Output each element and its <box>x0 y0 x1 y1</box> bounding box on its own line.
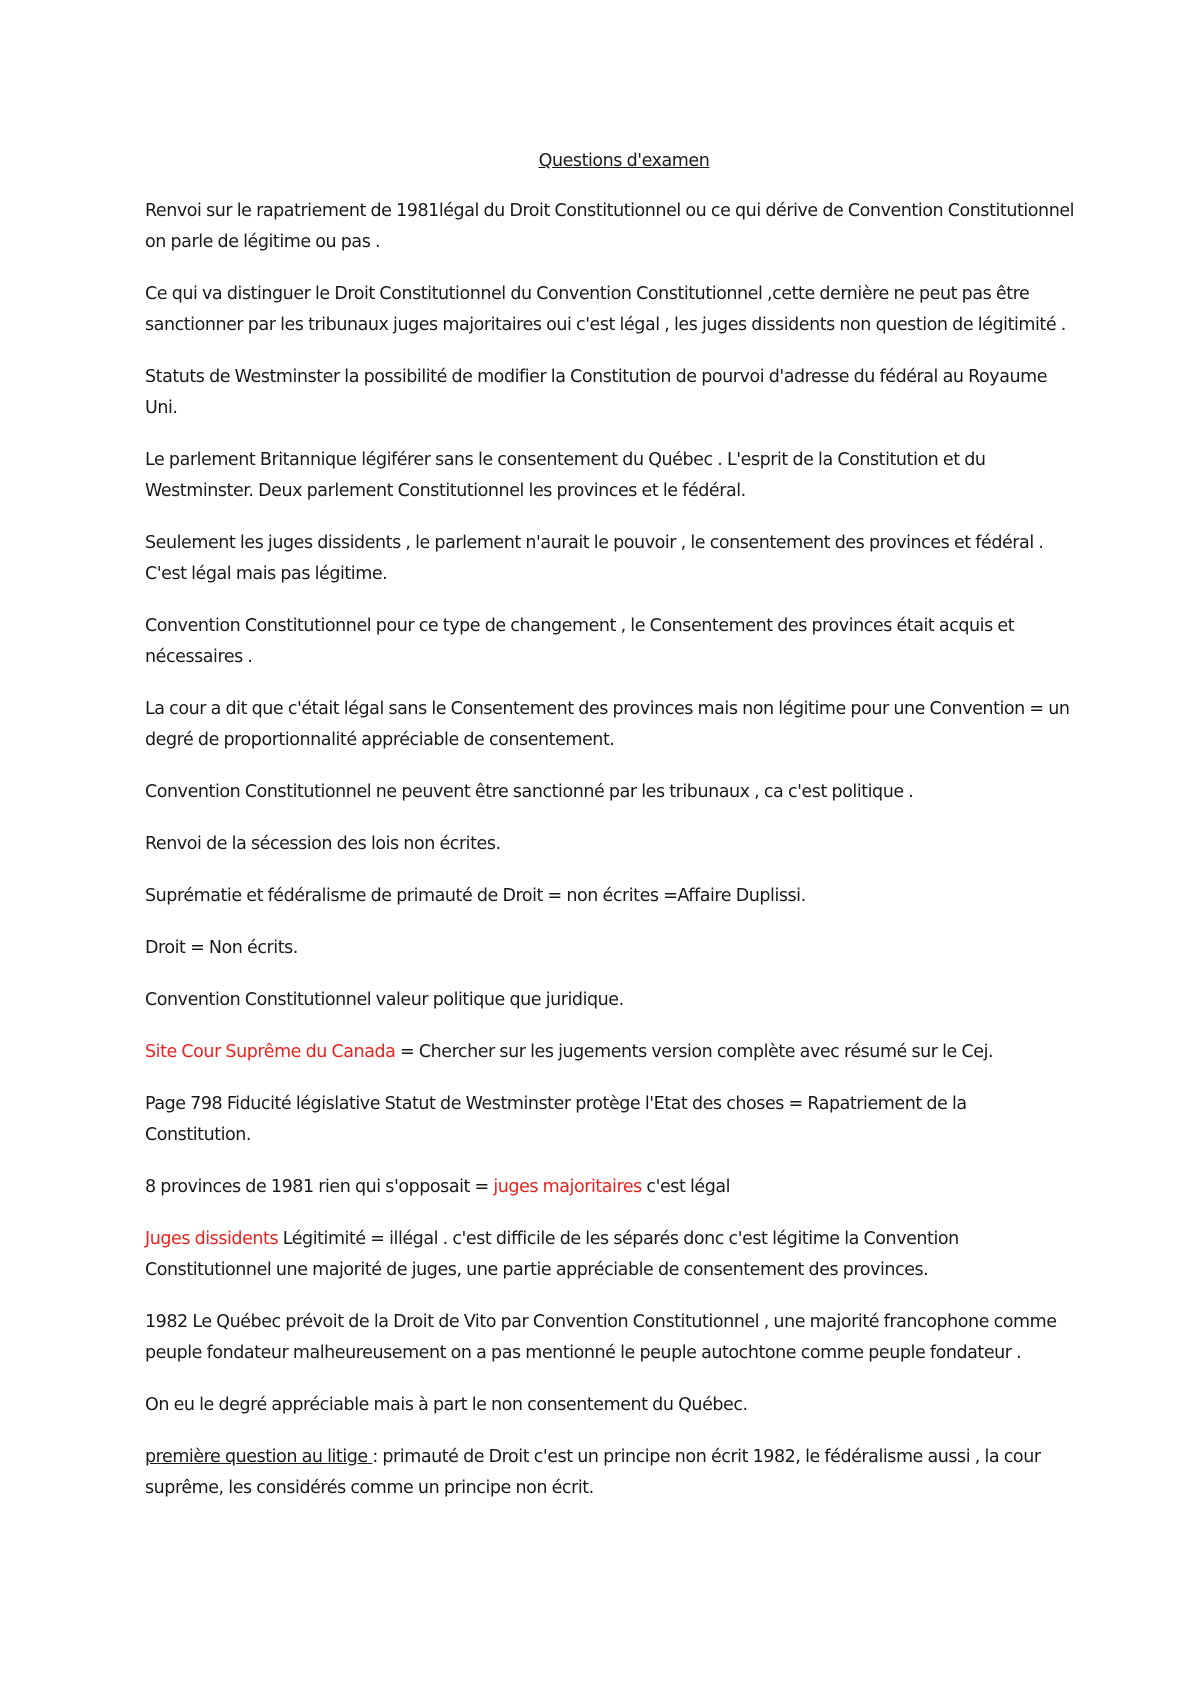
paragraph-text: Convention Constitutionnel valeur politique que juridique. <box>145 990 624 1010</box>
highlighted-text: Juges dissidents <box>145 1229 279 1249</box>
underlined-heading: première question au litige <box>145 1447 373 1467</box>
paragraph <box>145 1172 1075 1203</box>
paragraph <box>145 1307 1075 1369</box>
paragraph <box>145 933 1075 964</box>
highlighted-text: Site Cour Suprême du Canada <box>145 1042 396 1062</box>
paragraph-text: 8 provinces de 1981 rien qui s'opposait = <box>145 1177 494 1197</box>
paragraph <box>145 777 1075 808</box>
paragraph-text: 1982 Le Québec prévoit de la Droit de Vito par Convention Constitutionnel , une majorité francophone comme peuple fondateur malheureusement on a pas mentionné le peuple autochtone comme peuple fondateur . <box>145 1312 1057 1363</box>
paragraph-text: Seulement les juges dissidents , le parlement n'aurait le pouvoir , le consentement des provinces et fédéral . C'est légal mais pas légitime. <box>145 533 1044 584</box>
paragraph-text: Renvoi de la sécession des lois non écrites. <box>145 834 501 854</box>
paragraph <box>145 445 1075 507</box>
paragraph-text: Le parlement Britannique légiférer sans le consentement du Québec . L'esprit de la Constitution et du Westminster. Deux parlement Constitutionnel les provinces et le fédéral. <box>145 450 986 501</box>
paragraph <box>145 1037 1075 1068</box>
document-title: Questions d'examen <box>538 151 710 171</box>
paragraph <box>145 1442 1075 1504</box>
paragraph-text: c'est légal <box>641 1177 731 1197</box>
paragraph <box>145 196 1075 258</box>
paragraph-text: Suprématie et fédéralisme de primauté de Droit = non écrites =Affaire Duplissi. <box>145 886 806 906</box>
paragraph-text: Convention Constitutionnel ne peuvent être sanctionné par les tribunaux , ca c'est politique . <box>145 782 914 802</box>
highlighted-text: juges majoritaires <box>493 1177 642 1197</box>
paragraph <box>145 1224 1075 1286</box>
paragraph <box>145 611 1075 673</box>
paragraph-text: Renvoi sur le rapatriement de 1981légal du Droit Constitutionnel ou ce qui dérive de Convention Constitutionnel on parle de légitime ou pas . <box>145 201 1075 252</box>
paragraph-text: Légitimité = illégal . c'est difficile de les séparés donc c'est légitime la Convention Constitutionnel une majorité de juges, une partie appréciable de consentement des provinces. <box>145 1229 959 1280</box>
paragraph-text: Convention Constitutionnel pour ce type de changement , le Consentement des provinces était acquis et nécessaires . <box>145 616 1015 667</box>
paragraph <box>145 694 1075 756</box>
paragraph-text: : primauté de Droit c'est un principe non écrit 1982, le fédéralisme aussi , la cour suprême, les considérés comme un principe non écrit. <box>145 1447 1041 1498</box>
paragraph <box>145 279 1075 341</box>
paragraph-text: Page 798 Fiducité législative Statut de Westminster protège l'Etat des choses = Rapatriement de la Constitution. <box>145 1094 967 1145</box>
paragraph-text: La cour a dit que c'était légal sans le Consentement des provinces mais non légitime pour une Convention = un degré de proportionnalité appréciable de consentement. <box>145 699 1070 750</box>
paragraph-text: = Chercher sur les jugements version complète avec résumé sur le Cej. <box>395 1042 994 1062</box>
paragraph <box>145 881 1075 912</box>
paragraph <box>145 362 1075 424</box>
paragraph-text: Statuts de Westminster la possibilité de modifier la Constitution de pourvoi d'adresse du fédéral au Royaume Uni. <box>145 367 1048 418</box>
paragraph <box>145 1390 1075 1421</box>
paragraph-text: Ce qui va distinguer le Droit Constitutionnel du Convention Constitutionnel ,cette dernière ne peut pas être sanctionner par les tribunaux juges majoritaires oui c'est légal , les juges dissidents non question de légitimité . <box>145 284 1066 335</box>
document-body <box>145 146 1075 1525</box>
paragraph-text: Droit = Non écrits. <box>145 938 298 958</box>
paragraph <box>145 985 1075 1016</box>
paragraph <box>145 528 1075 590</box>
paragraph <box>145 829 1075 860</box>
paragraph-text: On eu le degré appréciable mais à part le non consentement du Québec. <box>145 1395 748 1415</box>
paragraph <box>145 1089 1075 1151</box>
